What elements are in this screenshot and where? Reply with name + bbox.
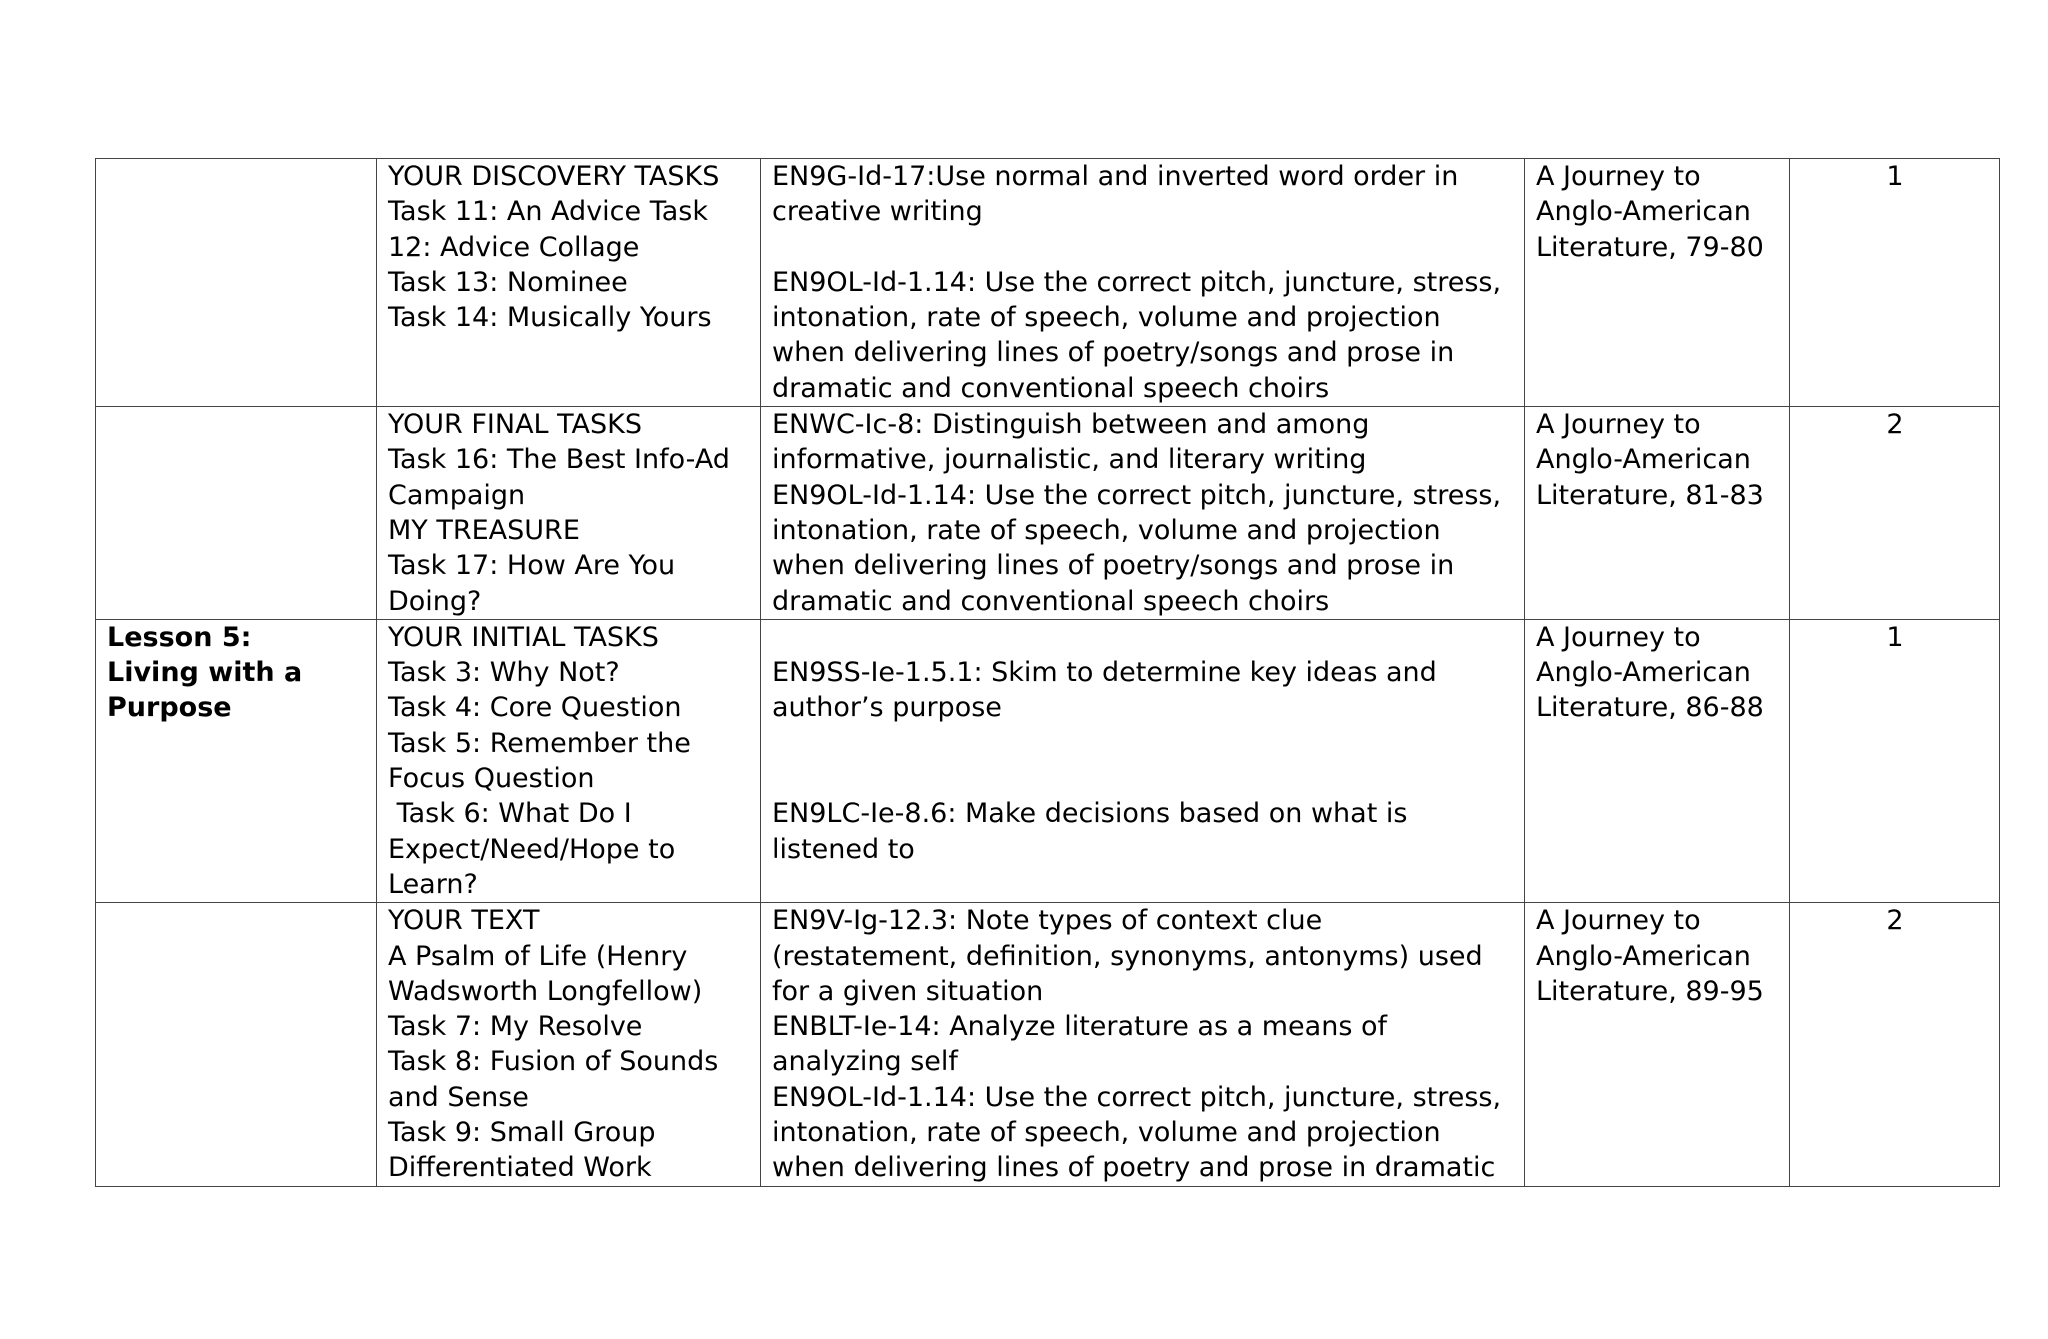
task-line: Task 14: Musically Yours	[388, 302, 712, 334]
lesson-cell	[96, 159, 377, 407]
lesson-cell	[96, 619, 377, 902]
resource-text: A Journey to Anglo-American Literature, 89-95	[1536, 905, 1764, 1007]
resource-cell	[1525, 159, 1790, 407]
task-line: Task 16: The Best Info-Ad Campaign	[388, 444, 739, 511]
competency-text: EN9V-Ig-12.3: Note types of context clue (restatement, definition, synonyms, antonyms) used for a given situation	[772, 905, 1492, 1007]
competency-cell	[761, 619, 1525, 902]
task-line: Task 7: My Resolve	[388, 1011, 643, 1043]
competency-text: ENBLT-Ie-14: Analyze literature as a means of analyzing self	[772, 1011, 1396, 1078]
lesson-cell	[96, 903, 377, 1186]
task-line: 12: Advice Collage	[388, 231, 640, 263]
task-line: Task 9: Small Group Differentiated Work	[388, 1117, 665, 1184]
days-value: 2	[1886, 409, 1904, 441]
days-cell	[1790, 159, 2000, 407]
spacer	[772, 620, 1514, 655]
task-line: Task 17: How Are You Doing?	[388, 550, 684, 617]
competency-text: EN9LC-Ie-8.6: Make decisions based on what is listened to	[772, 798, 1417, 865]
days-value: 2	[1886, 905, 1904, 937]
table-row	[96, 903, 2000, 1186]
competency-text: EN9G-Id-17:Use normal and inverted word order in creative writing	[772, 161, 1467, 228]
days-value: 1	[1886, 621, 1904, 653]
task-line: A Psalm of Life (Henry Wadsworth Longfellow)	[388, 940, 703, 1007]
table-row	[96, 159, 2000, 407]
task-line: Task 6: What Do I Expect/Need/Hope to Learn?	[388, 798, 684, 900]
spacer	[772, 726, 1514, 761]
competency-text: EN9SS-Ie-1.5.1: Skim to determine key ideas and author’s purpose	[772, 657, 1446, 724]
resource-text: A Journey to Anglo-American Literature, 81-83	[1536, 409, 1764, 511]
lesson-title: Lesson 5: Living with a Purpose	[107, 621, 303, 724]
lesson-cell	[96, 407, 377, 620]
task-line: Task 3: Why Not?	[388, 657, 620, 689]
days-cell	[1790, 903, 2000, 1186]
task-line: YOUR TEXT	[388, 905, 540, 937]
resource-text: A Journey to Anglo-American Literature, 79-80	[1536, 161, 1764, 263]
task-line: Task 8: Fusion of Sounds and Sense	[388, 1046, 727, 1113]
resource-text: A Journey to Anglo-American Literature, 86-88	[1536, 621, 1764, 724]
table-row	[96, 619, 2000, 902]
task-line: YOUR INITIAL TASKS	[388, 621, 659, 653]
task-line: Task 11: An Advice Task	[388, 196, 708, 228]
tasks-cell	[377, 619, 761, 902]
competency-cell	[761, 903, 1525, 1186]
lesson-plan-table	[95, 158, 2000, 1187]
task-line: Task 5: Remember the Focus Question	[388, 727, 700, 795]
competency-text: EN9OL-Id-1.14: Use the correct pitch, juncture, stress, intonation, rate of speech, volume and projection when delivering lines of poetry and prose in dramatic	[772, 1081, 1510, 1184]
task-line: Task 13: Nominee	[388, 266, 628, 298]
resource-cell	[1525, 903, 1790, 1186]
tasks-cell	[377, 159, 761, 407]
spacer	[772, 761, 1514, 796]
task-line: Task 4: Core Question	[388, 692, 682, 724]
resource-cell	[1525, 407, 1790, 620]
days-cell	[1790, 619, 2000, 902]
tasks-cell	[377, 903, 761, 1186]
days-cell	[1790, 407, 2000, 620]
competency-text: EN9OL-Id-1.14: Use the correct pitch, juncture, stress, intonation, rate of speech, volume and projection when delivering lines of poetry/songs and prose in dramatic and conventional speech choirs	[772, 479, 1510, 617]
task-line: MY TREASURE	[388, 514, 580, 546]
table-row	[96, 407, 2000, 620]
task-line: YOUR FINAL TASKS	[388, 409, 643, 441]
spacer	[772, 230, 1514, 265]
competency-cell	[761, 159, 1525, 407]
competency-text: ENWC-Ic-8: Distinguish between and among informative, journalistic, and literary writing	[772, 409, 1378, 476]
tasks-cell	[377, 407, 761, 620]
days-value: 1	[1886, 161, 1904, 192]
resource-cell	[1525, 619, 1790, 902]
task-line: YOUR DISCOVERY TASKS	[388, 161, 720, 192]
competency-text: EN9OL-Id-1.14: Use the correct pitch, juncture, stress, intonation, rate of speech, volume and projection when delivering lines of poetry/songs and prose in dramatic and conventional speech choirs	[772, 266, 1510, 404]
competency-cell	[761, 407, 1525, 620]
